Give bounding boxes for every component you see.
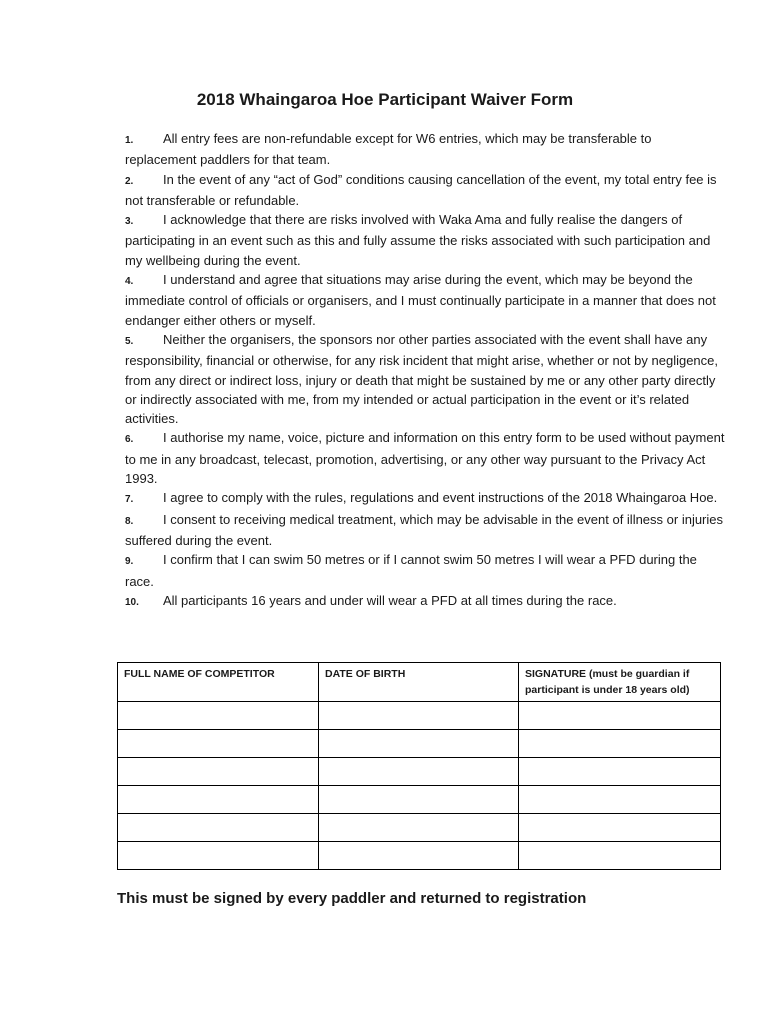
table-row — [118, 786, 721, 814]
terms-list — [125, 129, 725, 612]
full-name-cell[interactable] — [118, 730, 319, 758]
term-text: All participants 16 years and under will wear a PFD at all times during the race. — [163, 592, 617, 608]
date-of-birth-cell[interactable] — [319, 702, 519, 730]
term-text: I agree to comply with the rules, regulations and event instructions of the 2018 Whaingaroa Hoe. — [163, 490, 718, 506]
full-name-cell[interactable] — [118, 702, 319, 730]
full-name-cell[interactable] — [118, 814, 319, 842]
date-of-birth-cell[interactable] — [319, 786, 519, 814]
full-name-cell[interactable] — [118, 842, 319, 870]
term-text: I consent to receiving medical treatment, which may be advisable in the event of illness or injuries suffered during the event. — [125, 511, 724, 548]
return-instruction: This must be signed by every paddler and returned to registration — [117, 890, 587, 907]
term-text: Neither the organisers, the sponsors nor other parties associated with the event shall have any responsibility, financial or otherwise, for any risk incident that might arise, whether or not by negligence, from any direct or indirect loss, injury or death that might be sustained by me or any other party directly or indirectly associated with me, from my intended or actual participation in the event or it’s related activities. — [125, 331, 718, 427]
signature-cell[interactable] — [519, 730, 721, 758]
term-item — [125, 170, 725, 211]
term-text: I acknowledge that there are risks involved with Waka Ama and fully realise the dangers of participating in an event such as this and fully assume the risks associated with such participation and my wellbeing during the event. — [125, 212, 711, 268]
term-text: I authorise my name, voice, picture and information on this entry form to be used without payment to me in any broadcast, telecast, promotion, advertising, or any other way pursuant to the Privacy Act 1993. — [125, 430, 725, 487]
table-row — [118, 702, 721, 730]
term-text: All entry fees are non-refundable except for W6 entries, which may be transferable to replacement paddlers for that team. — [125, 131, 652, 168]
full-name-cell[interactable] — [118, 758, 319, 786]
term-number: 7. — [125, 494, 134, 506]
form-title: 2018 Whaingaroa Hoe Participant Waiver Form — [196, 90, 574, 109]
full-name-cell[interactable] — [118, 786, 319, 814]
competitor-signature-table — [117, 662, 721, 870]
term-number: 2. — [125, 175, 134, 187]
term-item — [125, 510, 725, 551]
date-of-birth-cell[interactable] — [319, 730, 519, 758]
column-header-signature: SIGNATURE (must be guardian if participant is under 18 years old) — [519, 663, 721, 702]
table-row — [118, 842, 721, 870]
signature-cell[interactable] — [519, 814, 721, 842]
term-text: I confirm that I can swim 50 metres or if I cannot swim 50 metres I will wear a PFD during the race. — [125, 552, 697, 589]
term-number: 5. — [125, 335, 134, 347]
term-number: 10. — [125, 596, 139, 608]
term-number: 8. — [125, 515, 134, 527]
term-item — [125, 270, 725, 330]
term-item — [125, 129, 725, 170]
term-text: I understand and agree that situations may arise during the event, which may be beyond the immediate control of officials or organisers, and I must continually participate in a manner that does not endanger either others or myself. — [125, 272, 716, 328]
term-number: 9. — [125, 556, 134, 568]
table-header-row — [118, 663, 721, 702]
table-row — [118, 814, 721, 842]
term-item — [125, 591, 725, 612]
term-text: In the event of any “act of God” conditions causing cancellation of the event, my total entry fee is not transferable or refundable. — [125, 171, 717, 208]
table-row — [118, 758, 721, 786]
term-number: 3. — [125, 216, 134, 228]
signature-cell[interactable] — [519, 758, 721, 786]
column-header-date-of-birth: DATE OF BIRTH — [319, 663, 519, 702]
table-row — [118, 730, 721, 758]
date-of-birth-cell[interactable] — [319, 814, 519, 842]
term-number: 6. — [125, 434, 134, 446]
date-of-birth-cell[interactable] — [319, 842, 519, 870]
term-item — [125, 428, 725, 488]
term-item — [125, 210, 725, 270]
term-item — [125, 488, 725, 509]
signature-cell[interactable] — [519, 702, 721, 730]
signature-cell[interactable] — [519, 842, 721, 870]
date-of-birth-cell[interactable] — [319, 758, 519, 786]
term-item — [125, 550, 725, 591]
term-number: 1. — [125, 135, 134, 146]
term-number: 4. — [125, 276, 134, 288]
term-item — [125, 330, 725, 428]
column-header-full-name: FULL NAME OF COMPETITOR — [118, 663, 319, 702]
signature-cell[interactable] — [519, 786, 721, 814]
